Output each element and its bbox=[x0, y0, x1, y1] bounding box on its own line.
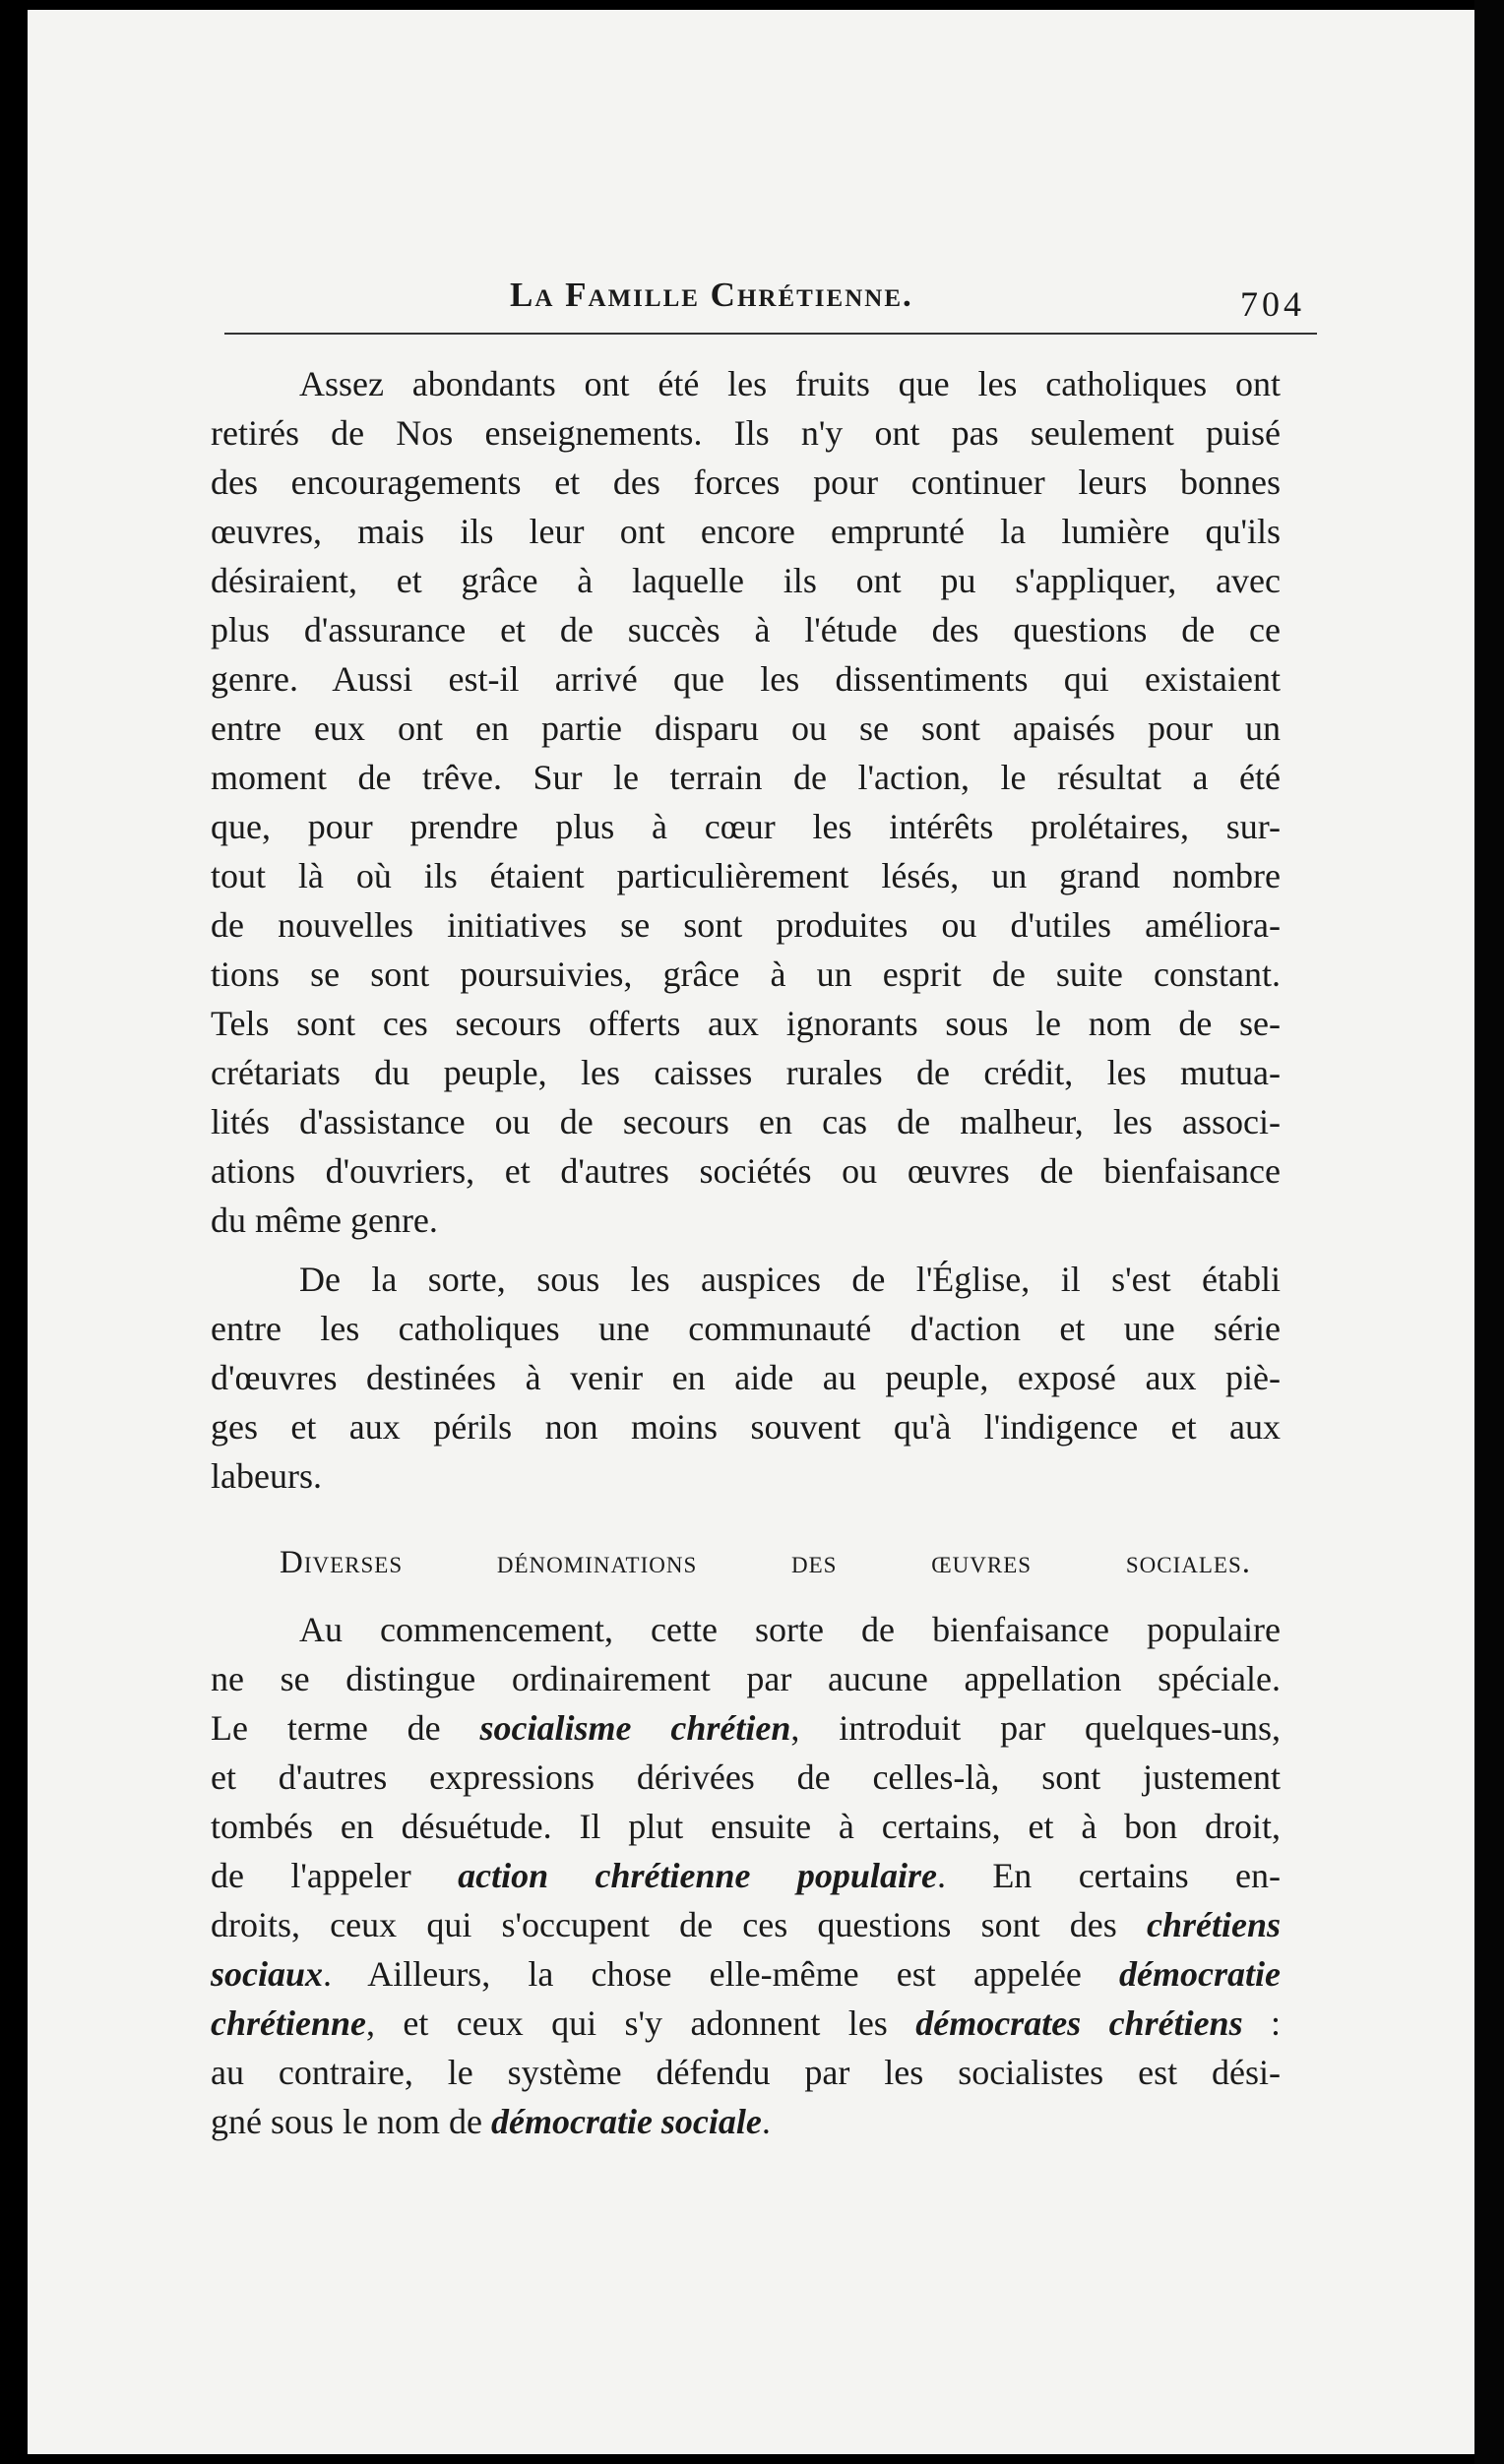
text-line: retirés de Nos enseignements. Ils n'y ont pas seulement puisé bbox=[211, 413, 1281, 453]
text-line: de nouvelles initiatives se sont produites ou d'utiles améliora- bbox=[211, 905, 1281, 945]
text-line bbox=[211, 1900, 1281, 1949]
text-run: . Ailleurs, la chose elle-même est appelée bbox=[323, 1954, 1120, 1994]
text-run: . En certains en- bbox=[936, 1856, 1281, 1895]
page-header bbox=[185, 268, 1317, 337]
text-line: entre eux ont en partie disparu ou se sont apaisés pour un bbox=[211, 708, 1281, 748]
text-line: tombés en désuétude. Il plut ensuite à certains, et à bon droit, bbox=[211, 1807, 1281, 1846]
text-line bbox=[211, 2097, 1281, 2146]
italic-term: sociaux bbox=[211, 1954, 324, 1994]
italic-term: chrétiens bbox=[1146, 1905, 1281, 1944]
text-line bbox=[211, 1999, 1281, 2048]
text-line: au contraire, le système défendu par les socialistes est dési- bbox=[211, 2053, 1281, 2092]
paragraph-gap bbox=[211, 1245, 1281, 1255]
text-line: labeurs. bbox=[211, 1456, 322, 1496]
text-line: tout là où ils étaient particulièrement lésés, un grand nombre bbox=[211, 856, 1281, 895]
page-number: 704 bbox=[1240, 284, 1305, 324]
text-line bbox=[211, 1851, 1281, 1900]
text-line: Au commencement, cette sorte de bienfaisance populaire bbox=[299, 1610, 1281, 1649]
text-run: droits, ceux qui s'occupent de ces questions sont des bbox=[211, 1905, 1147, 1944]
header-rule bbox=[224, 333, 1317, 335]
italic-term: démocratie sociale bbox=[490, 2102, 762, 2141]
text-line: d'œuvres destinées à venir en aide au peuple, exposé aux piè- bbox=[211, 1358, 1281, 1397]
body-text bbox=[211, 359, 1281, 2146]
book-page bbox=[28, 10, 1474, 2454]
text-line: ne se distingue ordinairement par aucune appellation spéciale. bbox=[211, 1659, 1281, 1698]
text-line: tions se sont poursuivies, grâce à un esprit de suite constant. bbox=[211, 955, 1281, 994]
text-run: , et ceux qui s'y adonnent les bbox=[366, 2003, 916, 2043]
text-line: Assez abondants ont été les fruits que les catholiques ont bbox=[299, 364, 1281, 403]
text-line bbox=[211, 1703, 1281, 1753]
text-line: et d'autres expressions dérivées de celles-là, sont justement bbox=[211, 1757, 1281, 1797]
text-line: Tels sont ces secours offerts aux ignorants sous le nom de se- bbox=[211, 1004, 1281, 1043]
text-line: moment de trêve. Sur le terrain de l'action, le résultat a été bbox=[211, 758, 1281, 797]
italic-term: démocratie bbox=[1119, 1954, 1281, 1994]
text-line: lités d'assistance ou de secours en cas de malheur, les associ- bbox=[211, 1102, 1281, 1141]
text-run: . bbox=[761, 2102, 771, 2141]
scan-border bbox=[1474, 0, 1504, 2464]
text-line: crétariats du peuple, les caisses rurales de crédit, les mutua- bbox=[211, 1053, 1281, 1092]
text-run: , introduit par quelques-uns, bbox=[790, 1708, 1281, 1748]
text-line: que, pour prendre plus à cœur les intérêts prolétaires, sur- bbox=[211, 807, 1281, 846]
text-line: plus d'assurance et de succès à l'étude des questions de ce bbox=[211, 610, 1281, 649]
text-line: genre. Aussi est-il arrivé que les dissentiments qui existaient bbox=[211, 659, 1281, 699]
text-run: gné sous le nom de bbox=[211, 2102, 491, 2141]
section-heading: Diverses dénominations des œuvres sociales. bbox=[280, 1545, 1251, 1580]
italic-term: démocrates chrétiens bbox=[915, 2003, 1243, 2043]
text-line: des encouragements et des forces pour continuer leurs bonnes bbox=[211, 462, 1281, 502]
italic-term: action chrétienne populaire bbox=[458, 1856, 937, 1895]
italic-term: chrétienne bbox=[211, 2003, 366, 2043]
paragraph-1 bbox=[211, 359, 1281, 1245]
text-line: désiraient, et grâce à laquelle ils ont pu s'appliquer, avec bbox=[211, 561, 1281, 600]
paragraph-3 bbox=[211, 1605, 1281, 2146]
text-line: De la sorte, sous les auspices de l'Église, il s'est établi bbox=[299, 1260, 1281, 1299]
text-run: Le terme de bbox=[211, 1708, 480, 1748]
text-line bbox=[211, 1949, 1281, 1999]
text-line: œuvres, mais ils leur ont encore emprunté la lumière qu'ils bbox=[211, 512, 1281, 551]
text-run: : bbox=[1242, 2003, 1281, 2043]
paragraph-2 bbox=[211, 1255, 1281, 1501]
running-title: La Famille Chrétienne. bbox=[510, 276, 913, 314]
text-run: de l'appeler bbox=[211, 1856, 459, 1895]
text-line: du même genre. bbox=[211, 1201, 438, 1240]
text-line: entre les catholiques une communauté d'action et une série bbox=[211, 1309, 1281, 1348]
text-line: ges et aux périls non moins souvent qu'à l'indigence et aux bbox=[211, 1407, 1281, 1447]
text-line: ations d'ouvriers, et d'autres sociétés ou œuvres de bienfaisance bbox=[211, 1151, 1281, 1191]
italic-term: socialisme chrétien bbox=[479, 1708, 791, 1748]
